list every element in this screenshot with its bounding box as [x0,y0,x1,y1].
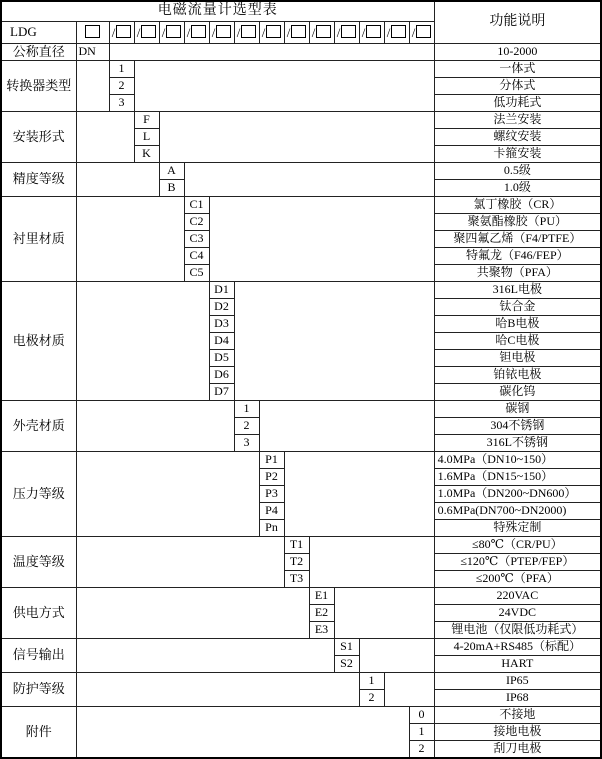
model-code-slot [234,22,259,44]
desc-cell: 10-2000 [434,44,601,61]
code-cell: Pn [259,520,284,537]
code-cell: F [134,112,159,129]
code-cell: E1 [309,588,334,605]
code-cell: C3 [184,231,209,248]
desc-cell: 1.0MPa（DN200~DN600） [434,486,601,503]
code-cell: D5 [209,350,234,367]
blank-span [359,639,434,673]
desc-cell: 316L不锈钢 [434,435,601,452]
blank-span [76,452,259,537]
blank-span [76,588,309,639]
code-cell: 1 [109,61,134,78]
desc-cell: 碳化钨 [434,384,601,401]
model-code-slot [334,22,359,44]
desc-cell: 1.6MPa（DN15~150） [434,469,601,486]
code-box-icon [416,25,431,38]
desc-cell: 螺纹安装 [434,129,601,146]
code-cell: D3 [209,316,234,333]
blank-span [209,197,434,282]
desc-cell: 锂电池（仅限低功耗式） [434,622,601,639]
slash-glyph: / [336,24,341,40]
code-cell: 1 [409,724,434,741]
slash-glyph: / [361,24,366,40]
desc-cell: 共聚物（PFA） [434,265,601,282]
code-box-icon [166,25,181,38]
code-cell: L [134,129,159,146]
model-code-slot [134,22,159,44]
desc-cell: 钛合金 [434,299,601,316]
desc-cell: 刮刀电极 [434,741,601,759]
code-box-icon [391,25,406,38]
blank-span [76,639,334,673]
code-cell: C4 [184,248,209,265]
desc-cell: ≤120℃（PTEP/FEP） [434,554,601,571]
code-cell: A [159,163,184,180]
code-cell: 1 [234,401,259,418]
model-code-slot [184,22,209,44]
desc-cell: HART [434,656,601,673]
code-cell: P4 [259,503,284,520]
code-box-icon [366,25,381,38]
desc-cell: 钽电极 [434,350,601,367]
desc-cell: 聚氨酯橡胶（PU） [434,214,601,231]
desc-cell: 氯丁橡胶（CR） [434,197,601,214]
code-cell: D4 [209,333,234,350]
blank-span [76,401,234,452]
code-cell: E3 [309,622,334,639]
blank-span [109,44,434,61]
desc-cell: 304不锈钢 [434,418,601,435]
desc-cell: 特殊定制 [434,520,601,537]
desc-cell: 24VDC [434,605,601,622]
code-cell: 0 [409,707,434,724]
slash-glyph: / [186,24,191,40]
category-label: 精度等级 [1,163,76,197]
code-cell: 3 [109,95,134,112]
desc-cell: 220VAC [434,588,601,605]
code-cell: 2 [109,78,134,95]
code-cell: DN [76,44,109,61]
model-code-slot [109,22,134,44]
desc-cell: 法兰安装 [434,112,601,129]
code-box-icon [141,25,156,38]
desc-cell: 哈C电极 [434,333,601,350]
category-label: 防护等级 [1,673,76,707]
slash-glyph: / [111,24,116,40]
desc-cell: ≤200℃（PFA） [434,571,601,588]
model-code-slot [159,22,184,44]
desc-cell: 卡箍安装 [434,146,601,163]
code-box-icon [266,25,281,38]
desc-cell: 哈B电极 [434,316,601,333]
desc-cell: 0.6MPa(DN700~DN2000) [434,503,601,520]
code-cell: C5 [184,265,209,282]
category-label: 信号输出 [1,639,76,673]
blank-span [134,61,434,112]
model-code-slot [209,22,234,44]
code-cell: D1 [209,282,234,299]
desc-cell: 低功耗式 [434,95,601,112]
blank-span [76,537,284,588]
code-cell: P2 [259,469,284,486]
desc-cell: 接地电极 [434,724,601,741]
blank-span [76,61,109,112]
model-code-slot [359,22,384,44]
blank-span [76,112,134,163]
model-box-slot [76,22,109,44]
category-label: 公称直径 [1,44,76,61]
code-box-icon [85,25,100,38]
slash-glyph: / [311,24,316,40]
blank-span [309,537,434,588]
blank-span [76,163,159,197]
category-label: 外壳材质 [1,401,76,452]
desc-cell: 聚四氟乙烯（F4/PTFE） [434,231,601,248]
slash-glyph: / [136,24,141,40]
category-label: 衬里材质 [1,197,76,282]
blank-span [76,707,409,759]
code-cell: S1 [334,639,359,656]
blank-span [184,163,434,197]
code-cell: P1 [259,452,284,469]
code-cell: D6 [209,367,234,384]
desc-cell: ≤80℃（CR/PU） [434,537,601,554]
blank-span [76,282,209,401]
desc-cell: 316L电极 [434,282,601,299]
category-label: 供电方式 [1,588,76,639]
code-cell: P3 [259,486,284,503]
code-box-icon [316,25,331,38]
desc-cell: 1.0级 [434,180,601,197]
category-label: 转换器类型 [1,61,76,112]
code-cell: T2 [284,554,309,571]
code-cell: 2 [234,418,259,435]
slash-glyph: / [236,24,241,40]
desc-cell: 4.0MPa（DN10~150） [434,452,601,469]
category-label: 安装形式 [1,112,76,163]
code-cell: E2 [309,605,334,622]
desc-cell: 0.5级 [434,163,601,180]
code-cell: 3 [234,435,259,452]
slash-glyph: / [261,24,266,40]
category-label: 附件 [1,707,76,759]
code-box-icon [116,25,131,38]
code-box-icon [216,25,231,38]
slash-glyph: / [211,24,216,40]
code-cell: C1 [184,197,209,214]
blank-span [234,282,434,401]
blank-span [259,401,434,452]
code-cell: C2 [184,214,209,231]
model-code-slot [259,22,284,44]
desc-cell: 分体式 [434,78,601,95]
blank-span [334,588,434,639]
model-code-slot [309,22,334,44]
code-cell: S2 [334,656,359,673]
desc-cell: 一体式 [434,61,601,78]
code-cell: K [134,146,159,163]
category-label: 电极材质 [1,282,76,401]
code-box-icon [241,25,256,38]
code-cell: D7 [209,384,234,401]
blank-span [76,673,359,707]
model-code-slot [409,22,434,44]
desc-cell: 不接地 [434,707,601,724]
code-cell: 1 [359,673,384,690]
category-label: 压力等级 [1,452,76,537]
code-cell: B [159,180,184,197]
model-prefix: LDG [1,22,76,44]
slash-glyph: / [161,24,166,40]
blank-span [284,452,434,537]
code-cell: 2 [409,741,434,759]
category-label: 温度等级 [1,537,76,588]
code-cell: T3 [284,571,309,588]
code-box-icon [191,25,206,38]
code-box-icon [341,25,356,38]
code-cell: D2 [209,299,234,316]
slash-glyph: / [411,24,416,40]
desc-cell: 碳钢 [434,401,601,418]
desc-cell: 特氟龙（F46/FEP） [434,248,601,265]
desc-column-header: 功能说明 [434,1,601,44]
code-cell: T1 [284,537,309,554]
blank-span [76,197,184,282]
desc-cell: 铂铱电极 [434,367,601,384]
model-code-slot [384,22,409,44]
code-cell: 2 [359,690,384,707]
code-box-icon [291,25,306,38]
blank-span [384,673,434,707]
slash-glyph: / [286,24,291,40]
table-title: 电磁流量计选型表 [1,1,434,22]
desc-cell: IP68 [434,690,601,707]
slash-glyph: / [386,24,391,40]
model-code-slot [284,22,309,44]
blank-span [159,112,434,163]
desc-cell: IP65 [434,673,601,690]
desc-cell: 4-20mA+RS485（标配） [434,639,601,656]
